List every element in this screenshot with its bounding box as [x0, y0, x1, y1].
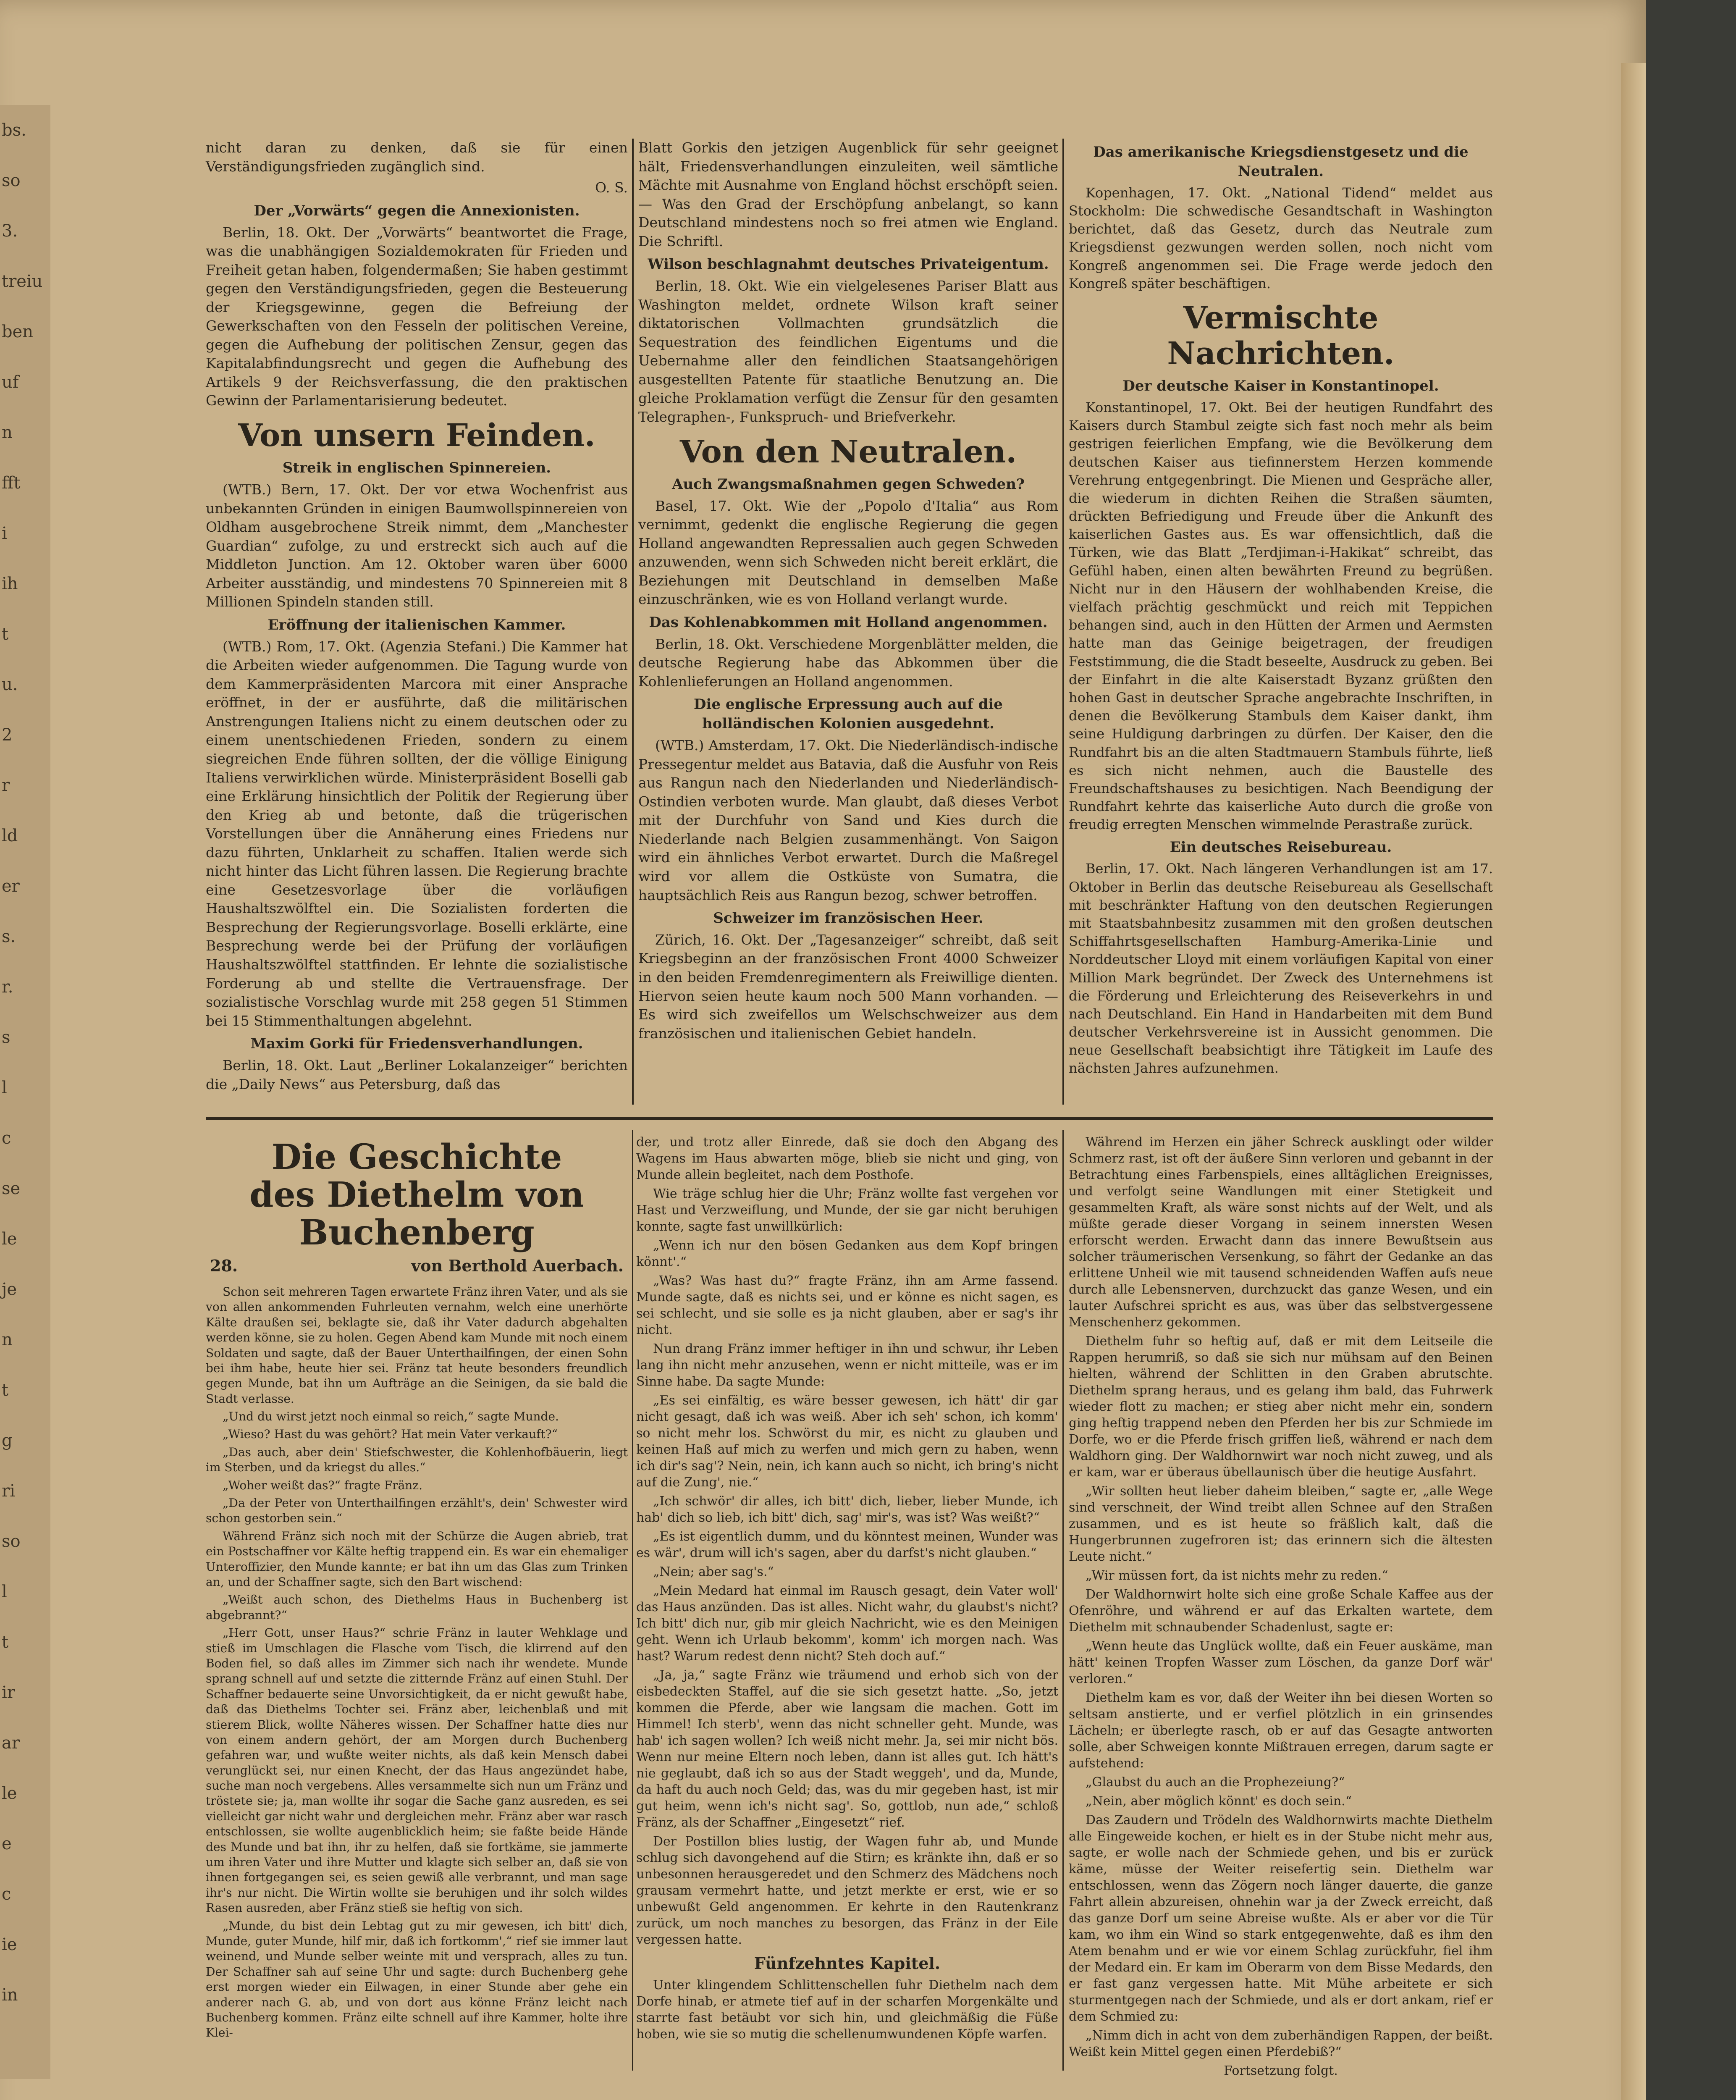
streik-text: (WTB.) Bern, 17. Okt. Der vor etwa Wochenfrist aus unbekannten Gründen in einigen Baumwollspinnereien von Oldham ausgebrochene Streik nimmt, dem „Manchester Guardian“ zufolge, zu und erstreckt sich auch auf die Middleton Junction. Am 12. Oktober waren über 6000 Arbeiter ausständig, und mindestens 70 Spinnereien mit 8 Millionen Spindeln standen still. [206, 481, 628, 610]
serial-paragraph: „Es ist eigentlich dumm, und du könntest meinen, Wunder was es wär', drum will ich's sagen, aber du darfst's nicht glauben.“ [636, 1529, 1058, 1560]
amerika-text: Kopenhagen, 17. Okt. „National Tidend“ meldet aus Stockholm: Die schwedische Gesandtschaft in Washington berichtet, daß das Gesetz, durch das Neutrale zum Kriegsdienst gezwungen werden sollen, noch nicht vom Kongreß angenommen sei. Die Frage werde jedoch den Kongreß später beschäftigen. [1069, 184, 1493, 291]
serial-paragraph: „Herr Gott, unser Haus?“ schrie Fränz in lauter Wehklage und stieß im Umschlagen die Flasche vom Tisch, die klirrend auf den Boden fiel, so daß alles im Zimmer sich nach ihr wendete. Munde sprang schnell auf und setzte die zitternde Fränz auf einen Stuhl. Der Schaffner bedauerte seine Unvorsichtigkeit, da er nicht gewußt habe, daß das Diethelms Tochter sei. Fränz aber, leichenblaß und mit stierem Blick, wollte Näheres wissen. Der Schaffner hatte dies nur von einem andern gehört, der am Morgen durch Buchenberg gefahren war, und wußte weiter nichts, als daß kein Mensch dabei verunglückt sei, nur einen Knecht, der das Haus angezündet habe, suche man noch vergebens. Alles versammelte sich nun um Fränz und tröstete sie; ja, man wollte ihr sogar die Sache ganz ausreden, es sei vielleicht gar nicht wahr und dergleichen mehr. Fränz aber war rasch entschlossen, sie wollte augenblicklich heim; sie faßte beide Hände des Munde und bat ihn, ihr zu helfen, daß sie fortkäme, sie jammerte um ihren Vater und ihre Mutter und klagte sich selber an, daß sie von ihnen fortgegangen sei, es seien gewiß alle verbrannt, und man sage ihr's nur nicht. Die Wirtin wollte sie beruhigen und ihr solch wildes Rasen ausreden, aber Fränz stieß sie heftig von sich. [206, 1626, 628, 1915]
serial-paragraph: „Ich schwör' dir alles, ich bitt' dich, lieber, lieber Munde, ich hab' dich so lieb, ich bitt' dich, sag' mir's, was ist? Was weißt?“ [636, 1494, 1058, 1525]
serial-paragraph: „Da der Peter von Unterthailfingen erzählt's, dein' Schwester wird schon gestorben sein.“ [206, 1496, 628, 1525]
adjacent-page-fragment: ar [2, 1733, 20, 1753]
adjacent-page-fragment: so [2, 171, 21, 190]
serial-paragraph: „Wenn ich nur den bösen Gedanken aus dem Kopf bringen könnt'.“ [636, 1238, 1058, 1269]
serial-paragraph: „Und du wirst jetzt noch einmal so reich,“ sagte Munde. [223, 1410, 559, 1424]
adjacent-page-fragment: i [2, 524, 7, 543]
serial-paragraph: „Mein Medard hat einmal im Rausch gesagt, dein Vater woll' das Haus anzünden. Das ist alles. Nicht wahr, du glaubst's nicht? Ich bitt' dich nur, gib mir gleich Nachricht, wie es den Meinigen geht. Wenn ich Urlaub bekomm', komm' ich morgen nach. Was hast? Warum redest denn nicht? Steh doch auf.“ [636, 1583, 1058, 1664]
serial-paragraph: Der Postillon blies lustig, der Wagen fuhr ab, und Munde schlug sich davongehend auf die Stirn; es kränkte ihn, daß er so unbesonnen herausgeredet und den Schmerz des Mädchens noch grausam vermehrt hatte, und jetzt merkte er erst, wie er so unbewußt Geld angenommen. Er kehrte in den Rautenkranz zurück, um noch manches zu besorgen, das Fränz in der Eile vergessen hatte. [636, 1834, 1058, 1947]
adjacent-page-fragment: u. [2, 675, 18, 694]
adjacent-page-fragment: in [2, 1985, 18, 2005]
serial-paragraph: Unter klingendem Schlittenschellen fuhr Diethelm nach dem Dorfe hinab, er atmete tief auf in der scharfen Morgenkälte und starrte fast betäubt vor sich hin, und gleichmäßig die Füße hoben, wie sie so mutig die schellenumwundenen Köpfe warfen. [636, 1978, 1058, 2042]
serial-paragraph: Nun drang Fränz immer heftiger in ihn und schwur, ihr Leben lang ihn nicht mehr anzusehen, wenn er nicht mitteile, was er im Sinne habe. Da sagte Munde: [636, 1341, 1058, 1389]
serial-paragraph: „Das auch, aber dein' Stiefschwester, die Kohlenhofbäuerin, liegt im Sterben, und da kriegst du alles.“ [206, 1445, 628, 1475]
wilson-text: Berlin, 18. Okt. Wie ein vielgelesenes Pariser Blatt aus Washington meldet, ordnete Wilson kraft seiner diktatorischen Vollmachten grundsätzlich die Sequestration des feindlichen Eigentums und die Uebernahme aller den feindlichen Staatsangehörigen ausgestellten Patente für staatliche Benutzung an. Die gleiche Proklamation verfügt die Zensur für den gesamten Telegraphen-, Funkspruch- und Briefverkehr. [638, 278, 1058, 425]
kohlen-text: Berlin, 18. Okt. Verschiedene Morgenblätter melden, die deutsche Regierung habe das Abkommen über die Kohlenlieferungen an Holland angenommen. [638, 635, 1058, 690]
adjacent-page-fragment: r. [2, 977, 13, 997]
serial-column-1 [206, 1134, 628, 2043]
adjacent-page-fragment: t [2, 1633, 9, 1652]
gorki-headline: Maxim Gorki für Friedensverhandlungen. [250, 1035, 583, 1053]
adjacent-page-fragment: c [2, 1129, 11, 1148]
adjacent-page-fragment: ri [2, 1481, 15, 1501]
serial-paragraph: „Ja, ja,“ sagte Fränz wie träumend und erhob sich von der eisbedeckten Staffel, auf die sie sich gesetzt hatte. „So, jetzt kommen die Pferde, aber wie langsam die machen. Gott im Himmel! Ich sterb', wenn das nicht schneller geht. Munde, was hab' ich sagen wollen? Ich weiß nicht mehr. Ja, sei mir nicht bös. Wenn nur meine Eltern noch leben, dann ist alles gut. Ich hätt's nie geglaubt, daß ich so aus der Stadt weggeh', und da, Munde, da haft du auch noch Geld; das, was du mir gegeben hast, ist mir gut heim, wenn ich's nicht sag'. So, gottlob, nun ade,“ schloß Fränz, als der Schaffner „Eingesetzt“ rief. [636, 1668, 1058, 1830]
serial-byline [210, 1255, 624, 1276]
kammer-text: (WTB.) Rom, 17. Okt. (Agenzia Stefani.) Die Kammer hat die Arbeiten wieder aufgenommen. Die Tagung wurde von dem Kammerpräsidenten Marcora mit einer Ansprache eröffnet, in der er ausführte, daß die militärischen Anstrengungen Italiens nicht zu einem deutschen oder zu einem unentschiedenen Frieden, sondern zu einem siegreichen Ende führen sollten, der die völlige Einigung Italiens verwirklichen würde. Ministerpräsident Boselli gab eine Erklärung hinsichtlich der Politik der Regierung über den Krieg ab und betonte, daß die trügerischen Vorstellungen über die Annäherung eines Friedens nur dazu führten, Unklarheit zu schaffen. Italien werde sich nicht hinter das Licht führen lassen. Die Regierung brachte eine Gesetzesvorlage über die vorläufigen Haushaltszwölftel ein. Die Sozialisten forderten die Besprechung der Regierungsvorlage. Boselli erklärte, eine Besprechung werde bei der Prüfung der vorläufigen Haushaltszwölftel stattfinden. Er lehnte die sozialistische Forderung ab und stellte die Vertrauensfrage. Der sozialistische Vorschlag wurde mit 258 gegen 51 Stimmen bei 15 Stimmenthaltungen abgelehnt. [206, 638, 628, 1029]
adjacent-page-fragment: l [2, 1582, 7, 1601]
serial-paragraph: Während Fränz sich noch mit der Schürze die Augen abrieb, trat ein Postschaffner vor Kälte heftig trappend ein. Es war ein ehemaliger Unteroffizier, den Munde kannte; er bat ihn um das Glas zum Trinken an, und der Schaffner sagte, sich den Bart wischend: [206, 1529, 628, 1589]
serial-paragraph: „Nein, aber möglich könnt' es doch sein.“ [1086, 1794, 1352, 1809]
serial-author: von Berthold Auerbach. [411, 1256, 624, 1275]
serial-paragraph: Das Zaudern und Trödeln des Waldhornwirts machte Diethelm alle Eingeweide kochen, er hielt es in der Stube nicht mehr aus, sagte, er wolle nach der Schmiede gehen, und bis er zurück käme, müsse der Weiter reisefertig sein. Diethelm war entschlossen, wenn das Zögern noch länger dauerte, die ganze Fahrt allein abzureisen, ohnehin war ja der Zweck erreicht, daß das ganze Dorf um seine Abreise wußte. Als er aber vor die Tür kam, wo ihm ein Wind so stark entgegenwehte, daß es ihm den Atem benahm und er wie vor einem Schlag zurückfuhr, fiel ihm der Medard ein. Er kam im Oberarm von dem Bisse Medards, den er fast ganz vergessen hatte. Mit Mühe arbeitete er sich sturmentgegen nach der Schmiede, und als er dort ankam, rief er dem Schmied zu: [1069, 1813, 1493, 2024]
serial-rule-1 [632, 1130, 633, 2071]
reisebureau-text: Berlin, 17. Okt. Nach längeren Verhandlungen ist am 17. Oktober in Berlin das deutsche Reisebureau als Gesellschaft mit beschränkter Haftung von den deutschen Regierungen mit Staatsbahnbesitz zusammen mit den großen deutschen Schiffahrtsgesellschaften Hamburg-Amerika-Linie und Norddeutscher Lloyd mit einem vorläufigen Kapital von einer Million Mark begründet. Der Zweck des Unternehmens ist die Förderung und Erleichterung des Reiseverkehrs in und nach Deutschland. Ein Hand in Handarbeiten mit dem Bund deutscher Verkehrsvereine ist in Aussicht genommen. Die neue Gesellschaft beabsichtigt ihre Tätigkeit im Laufe des nächsten Jahres aufzunehmen. [1069, 861, 1493, 1076]
section-headline-feinde: Von unsern Feinden. [238, 417, 595, 454]
adjacent-page-fragment: g [2, 1431, 13, 1450]
serial-paragraph: Diethelm kam es vor, daß der Weiter ihn bei diesen Worten so seltsam anstierte, und er verfiel plötzlich in ein grinsendes Lächeln; er überlegte rasch, ob er auf das Gesagte antworten solle, aber Schweigen konnte Mißtrauen erregen, darum sagte er aufstehend: [1069, 1690, 1493, 1771]
adjacent-page-fragment: t [2, 625, 9, 644]
streik-headline: Streik in englischen Spinnereien. [282, 459, 551, 477]
serial-paragraph: „Munde, du bist dein Lebtag gut zu mir gewesen, ich bitt' dich, Munde, guter Munde, hilf mir, daß ich fortkomm',“ rief sie immer laut weinend, und Munde selber weinte mit und versprach, alles zu tun. Der Schaffner sah auf seine Uhr und sagte: durch Buchenberg gehe erst morgen wieder ein Eilwagen, in einer Stunde aber gehe ein anderer nach G. ab, und von dort aus könne Fränz leicht nach Buchenberg kommen. Fränz eilte schnell auf ihre Kammer, holte ihre Klei- [206, 1919, 628, 2040]
adjacent-page-fragment: 2 [2, 725, 13, 745]
erpressung-headline: Die englische Erpressung auch auf die holländischen Kolonien ausgedehnt. [694, 696, 1003, 732]
serial-paragraph: „Was? Was hast du?“ fragte Fränz, ihn am Arme fassend. Munde sagte, daß es nichts sei, und er könne es nicht sagen, es sei schlecht, und sie solle es ja nicht glauben, aber er sag's ihr nicht. [636, 1273, 1058, 1337]
adjacent-page-fragment: le [2, 1229, 17, 1249]
serial-paragraph: „Wenn heute das Unglück wollte, daß ein Feuer auskäme, man hätt' keinen Tropfen Wasser zum Löschen, da ganze Dorf wär' verloren.“ [1069, 1639, 1493, 1686]
serial-paragraph: „Es sei einfältig, es wäre besser gewesen, ich hätt' dir gar nicht gesagt, daß ich was weiß. Aber ich seh' schon, ich komm' so nicht mehr los. Schwörst du mir, es nicht zu glauben und keinen Haß auf mich zu werfen und mich gern zu haben, wenn ich dir's sag'? Nein, nein, ich kann auch so nicht, ich bring's nicht auf die Zung', nie.“ [636, 1393, 1058, 1490]
adjacent-page-fragment: treiu [2, 272, 43, 291]
adjacent-page-fragments [0, 105, 50, 2020]
serial-paragraph: „Woher weißt das?“ fragte Fränz. [223, 1478, 422, 1492]
gorki-text: Berlin, 18. Okt. Laut „Berliner Lokalanzeiger“ berichten die „Daily News“ aus Petersburg, daß das [206, 1057, 628, 1092]
column-1 [206, 139, 628, 1096]
serial-paragraph: Während im Herzen ein jäher Schreck ausklingt oder wilder Schmerz rast, ist oft der äußere Sinn verloren und gebannt in der Betrachtung eines Farbenspiels, eines alltäglichen Ereignisses, und verfolgt seine Wandlungen mit einer Stetigkeit und gesammelten Kraft, als wäre sonst nichts auf der Welt, und als müßte gerade dieser Vorgang in seinem innersten Wesen erforscht werden. Erwacht dann das innere Bewußtsein aus solcher träumerischen Versenkung, so fährt der Gedanke an das erlittene Unheil wie mit tausend schneidenden Waffen aufs neue durch alle Lebensnerven, durchzuckt das ganze Wesen, und ein lauter Aufschrei spricht es aus, was über das selbstvergessene Menschenherz gekommen. [1069, 1135, 1493, 1330]
adjacent-page-fragment: ld [2, 826, 18, 845]
serial-number: 28. [210, 1256, 238, 1275]
feuilleton-divider [206, 1117, 1493, 1120]
continuation-note: Fortsetzung folgt. [1224, 2063, 1338, 2078]
zwang-headline: Auch Zwangsmaßnahmen gegen Schweden? [672, 475, 1025, 493]
section-headline-neutrale: Von den Neutralen. [679, 433, 1017, 470]
adjacent-page-fragment: le [2, 1784, 17, 1803]
adjacent-page-fragment: ben [2, 322, 34, 341]
column-rule-1 [632, 139, 634, 1105]
serial-paragraph: „Weißt auch schon, des Diethelms Haus in Buchenberg ist abgebrannt?“ [206, 1593, 628, 1622]
serial-paragraph: „Wir sollten heut lieber daheim bleiben,“ sagte er, „alle Wege sind verschneit, der Wind treibt allen Schnee auf den Straßen zusammen, und es ist heute so fräßlich kalt, daß die Hungerbrunnen zugefroren ist; das erinnern sich die ältesten Leute nicht.“ [1069, 1484, 1493, 1564]
adjacent-page-fragment: s. [2, 927, 16, 946]
column-3 [1069, 139, 1493, 1080]
serial-paragraph: Wie träge schlug hier die Uhr; Fränz wollte fast vergehen vor Hast und Verzweiflung, und Munde, der sie gar nicht beruhigen konnte, sagte fast unwillkürlich: [636, 1186, 1058, 1234]
serial-paragraph: Der Waldhornwirt holte sich eine große Schale Kaffee aus der Ofenröhre, und während er auf das Erkalten wartete, dem Diethelm mit schnaubender Schadenlust, sagte er: [1069, 1587, 1493, 1635]
adjacent-page-fragment: je [2, 1280, 17, 1299]
adjacent-page-fragment: ie [2, 1935, 17, 1954]
adjacent-page-fragment: t [2, 1381, 9, 1400]
adjacent-page-fragment: l [2, 1078, 7, 1097]
amerika-headline: Das amerikanische Kriegsdienstgesetz und die Neutralen. [1093, 144, 1469, 180]
adjacent-page-fragment: se [2, 1179, 21, 1198]
adjacent-page-fragment: c [2, 1885, 11, 1904]
serial-paragraph: der, und trotz aller Einrede, daß sie doch den Abgang des Wagens im Haus abwarten möge, blieb sie nicht und ging, von Munde allein begleitet, nach dem Posthofe. [636, 1135, 1058, 1182]
adjacent-page-fragment: so [2, 1532, 21, 1551]
adjacent-page-fragment: bs. [2, 121, 26, 140]
vorwaerts-text: Berlin, 18. Okt. Der „Vorwärts“ beantwortet die Frage, was die unabhängigen Sozialdemokraten für Frieden und Freiheit getan haben, folgendermaßen; Sie haben gestimmt gegen den Verständigungsfrieden, gegen die Besteuerung der Kriegsgewinne, gegen die Befreiung der Gewerkschaften von den Fesseln der politischen Vereine, gegen die Aufhebung der politischen Zensur, gegen das Kapitalabfindungsrecht und gegen die Aufhebung des Artikels 9 der Reichsverfassung, die den praktischen Gewinn der Parlamentarisierung bedeutet. [206, 224, 628, 409]
vorwaerts-headline: Der „Vorwärts“ gegen die Annexionisten. [254, 202, 580, 219]
wilson-headline: Wilson beschlagnahmt deutsches Privateigentum. [648, 256, 1049, 273]
adjacent-page-fragment: r [2, 776, 10, 795]
adjacent-page-strip [0, 105, 50, 2079]
page-edge [1621, 63, 1646, 2100]
serial-paragraph: „Nein; aber sag's.“ [653, 1564, 774, 1579]
serial-paragraph: Diethelm fuhr so heftig auf, daß er mit dem Leitseile die Rappen herumriß, so daß sie sich nur mühsam auf den Beinen hielten, während der Schlitten in den Graben abrutschte. Diethelm sprang heraus, und es gelang ihm bald, das Fuhrwerk wieder flott zu machen; er stieg aber nicht mehr ein, sondern ging heftig trappend neben den Pferden her bis zur Schmiede im Dorfe, wo er die Pferde frisch griffen ließ, während er nach dem Waldhorn ging. Der Waldhornwirt war noch nicht zuweg, und als er kam, war er überaus übellaunisch über die heutige Ausfahrt. [1069, 1334, 1493, 1480]
gorki-continuation: Blatt Gorkis den jetzigen Augenblick für sehr geeignet hält, Friedensverhandlungen einzuleiten, weil sämtliche Mächte mit Ausnahme von England höchst erschöpft seien. — Was den Grad der Erschöpfung anbelangt, so kann Deutschland mindestens noch so frei atmen wie England. Die Schriftl. [638, 139, 1058, 249]
adjacent-page-fragment: n [2, 423, 13, 442]
adjacent-page-fragment: er [2, 877, 20, 896]
serial-title [206, 1138, 628, 1252]
serial-paragraph: „Glaubst du auch an die Prophezeiung?“ [1086, 1775, 1345, 1790]
column-rule-2 [1062, 139, 1064, 1105]
article-continuation: nicht daran zu denken, daß sie für einen Verständigungsfrieden zugänglich sind. [206, 139, 628, 175]
reisebureau-headline: Ein deutsches Reisebureau. [1170, 839, 1392, 856]
schweizer-text: Zürich, 16. Okt. Der „Tagesanzeiger“ schreibt, daß seit Kriegsbeginn an der französischen Front 4000 Schweizer in den beiden Fremdenregimentern als Freiwillige dienten. Hiervon seien heute kaum noch 500 Mann vorhanden. — Es wird sich zweifellos um Welschschweizer aus dem französischen und italienischen Gebiet handeln. [638, 931, 1058, 1042]
zwang-text: Basel, 17. Okt. Wie der „Popolo d'Italia“ aus Rom vernimmt, gedenkt die englische Regierung die gegen Holland angewandten Repressalien auch gegen Schweden anzuwenden, wenn sich Schweden nicht bereit erklärt, die Beziehungen mit Deutschland in demselben Maße einzuschränken, wie es von Holland verlangt wurde. [638, 497, 1058, 608]
chapter-heading: Fünfzehntes Kapitel. [754, 1954, 941, 1973]
serial-paragraph: Schon seit mehreren Tagen erwartete Fränz ihren Vater, und als sie von allen ankommenden Fuhrleuten vernahm, welch eine unerhörte Kälte draußen sei, beklagte sie, daß ihr Vater dadurch abgehalten werden könne, sie zu holen. Gegen Abend kam Munde mit noch einem Soldaten und sagte, daß der Bauer Unterthailfingen, der einen Sohn bei ihm habe, heute hier sei. Fränz tat heute besonders freundlich gegen Munde, bat ihn um Aufträge an die Seinigen, da sie bald die Stadt verlasse. [206, 1284, 628, 1406]
adjacent-page-fragment: fft [2, 473, 21, 493]
kammer-headline: Eröffnung der italienischen Kammer. [267, 616, 566, 633]
kaiser-text: Konstantinopel, 17. Okt. Bei der heutigen Rundfahrt des Kaisers durch Stambul zeigte sich fast noch mehr als beim gestrigen feierlichen Empfang, wie die Bevölkerung dem deutschen Kaiser aus tiefinnerstem Herzen kommende Verehrung entgegenbringt. Die Mienen und Gespräche aller, die wiederum in dichten Reihen die Straßen säumten, drückten Befriedigung und Freude über die Ankunft des kaiserlichen Gastes aus. Es war offensichtlich, daß die Türken, wie das Blatt „Terdjiman-i-Hakikat“ schreibt, das Gefühl haben, einen alten bewährten Freund zu begrüßen. Nicht nur in den Häusern der wohlhabenden Kreise, die vielfach prächtig geschmückt und reich mit Teppichen behangen sind, auch in den Hütten der Armen und Aermsten hatte man das Geinige beigetragen, der freudigen Feststimmung, die die Stadt beseelte, Ausdruck zu geben. Bei der Einfahrt in die alte Kaiserstadt Byzanz grüßten den hohen Gast in deutscher Sprache angebrachte Inschriften, in denen die Bevölkerung Stambuls dem Kaiser dankt, ihm seine Huldigung darbringen zu dürfen. Der Kaiser, den die Rundfahrt bis an die alten Stadtmauern Stambuls führte, ließ es sich nicht nehmen, auch die Baustelle des Freundschaftshauses zu besichtigen. Nach Beendigung der Rundfahrt kehrte das kaiserliche Auto durch die große von freudig erregten Menschen wimmelnde Perastraße zurück. [1069, 399, 1493, 833]
schweizer-headline: Schweizer im französischen Heer. [713, 910, 983, 927]
serial-title-line-1: Die Geschichte [271, 1137, 562, 1177]
adjacent-page-fragment: n [2, 1330, 13, 1349]
serial-rule-2 [1062, 1130, 1064, 2071]
serial-paragraph: „Wieso? Hast du was gehört? Hat mein Vater verkauft?“ [223, 1427, 558, 1441]
adjacent-page-fragment: 3. [2, 221, 18, 241]
adjacent-page-fragment: e [2, 1834, 12, 1853]
adjacent-page-fragment: ir [2, 1683, 15, 1702]
serial-title-line-2: des Diethelm von Buchenberg [249, 1175, 584, 1253]
adjacent-page-fragment: s [2, 1028, 10, 1047]
column-2 [638, 139, 1058, 1045]
serial-column-3 [1069, 1134, 1493, 2082]
adjacent-page-fragment: ih [2, 574, 18, 593]
kaiser-headline: Der deutsche Kaiser in Konstantinopel. [1122, 378, 1439, 395]
serial-paragraph: „Nimm dich in acht von dem zuberhändigen Rappen, der beißt. Weißt kein Mittel gegen einen Pferdebiß?“ [1069, 2028, 1493, 2059]
serial-column-2 [636, 1134, 1058, 2045]
kohlen-headline: Das Kohlenabkommen mit Holland angenommen. [649, 614, 1048, 631]
section-headline-vermischte: Vermischte Nachrichten. [1167, 299, 1395, 372]
serial-paragraph: „Wir müssen fort, da ist nichts mehr zu reden.“ [1086, 1568, 1388, 1583]
article-signature: O. S. [595, 179, 628, 196]
adjacent-page-fragment: uf [2, 373, 19, 392]
erpressung-text: (WTB.) Amsterdam, 17. Okt. Die Niederländisch-indische Pressegentur meldet aus Batavia, daß die Ausfuhr von Reis aus Rangun nach den Niederlanden und Niederländisch-Ostindien verboten wurde. Man glaubt, daß dieses Verbot mit der Durchfuhr von Sand und Kies durch die Niederlande nach Belgien zusammenhängt. Von Saigon wird ein ähnliches Verbot erwartet. Durch die Maßregel wird vor allem die Ostküste von Sumatra, die hauptsächlich Reis aus Rangun bezog, schwer betroffen. [638, 737, 1058, 903]
